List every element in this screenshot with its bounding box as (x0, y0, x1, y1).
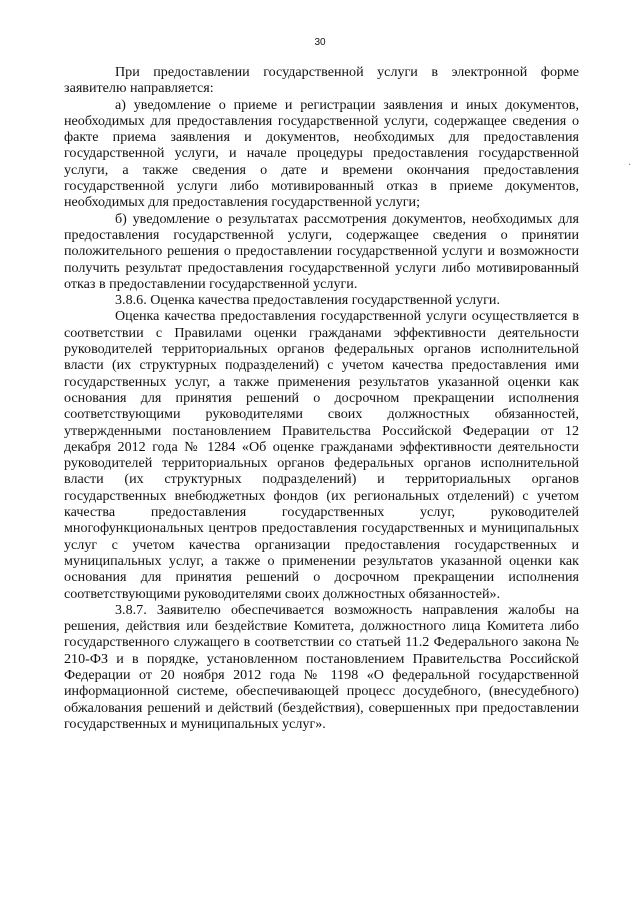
scan-margin-mark: · (628, 160, 632, 171)
paragraph-item-a: а) уведомление о приеме и регистрации заявления и иных документов, необходимых для предоставления государственной услуги, содержащее сведения о факте приема заявления и документов, необходимых для предоставления государственной услуги, и начале процедуры предоставления государственной услуги, а также сведения о дате и времени окончания предоставления государственной услуги либо мотивированный отказ в приеме документов, необходимых для предоставления государственной услуги; (64, 96, 579, 211)
paragraph-quality-assessment: Оценка качества предоставления государственной услуги осуществляется в соответствии с Правилами оценки гражданами эффективности деятельности руководителей территориальных органов федеральных органов исполнительной власти (их структурных подразделений) с учетом качества предоставления ими государственных услуг, а также применения результатов указанной оценки как основания для принятия решений о досрочном прекращении исполнения соответствующими руководителями своих должностных обязанностей, утвержденными постановлением Правительства Российской Федерации от 12 декабря 2012 года № 1284 «Об оценке гражданами эффективности деятельности руководителей территориальных органов федеральных органов исполнительной власти (их структурных подразделений) и территориальных органов государственных внебюджетных фондов (их региональных отделений) с учетом качества предоставления государственных услуг, руководителей многофункциональных центров предоставления государственных и муниципальных услуг с учетом качества организации предоставления государственных и муниципальных услуг, а также о применении результатов указанной оценки как основания для принятия решений о досрочном прекращении исполнения соответствующими руководителями своих должностных обязанностей». (64, 308, 579, 602)
section-heading-3-8-6: 3.8.6. Оценка качества предоставления государственной услуги. (115, 292, 500, 309)
paragraph-item-b: б) уведомление о результатах рассмотрения документов, необходимых для предоставления государственной услуги, содержащее сведения о принятии положительного решения о предоставлении государственной услуги и возможности получить результат предоставления государственной услуги либо мотивированный отказ в предоставлении государственной услуги. (64, 210, 579, 292)
page-number: 30 (314, 37, 326, 48)
paragraph-intro: При предоставлении государственной услуги в электронной форме заявителю направляется: (64, 64, 579, 97)
paragraph-section-3-8-7: 3.8.7. Заявителю обеспечивается возможность направления жалобы на решения, действия или бездействие Комитета, должностного лица Комитета либо государственного служащего в соответствии со статьей 11.2 Федерального закона № 210-ФЗ и в порядке, установленном постановлением Правительства Российской Федерации от 20 ноября 2012 года № 1198 «О федеральной государственной информационной системе, обеспечивающей процесс досудебного, (внесудебного) обжалования решений и действий (бездействия), совершенных при предоставлении государственных и муниципальных услуг». (64, 601, 579, 732)
document-body (64, 64, 579, 732)
